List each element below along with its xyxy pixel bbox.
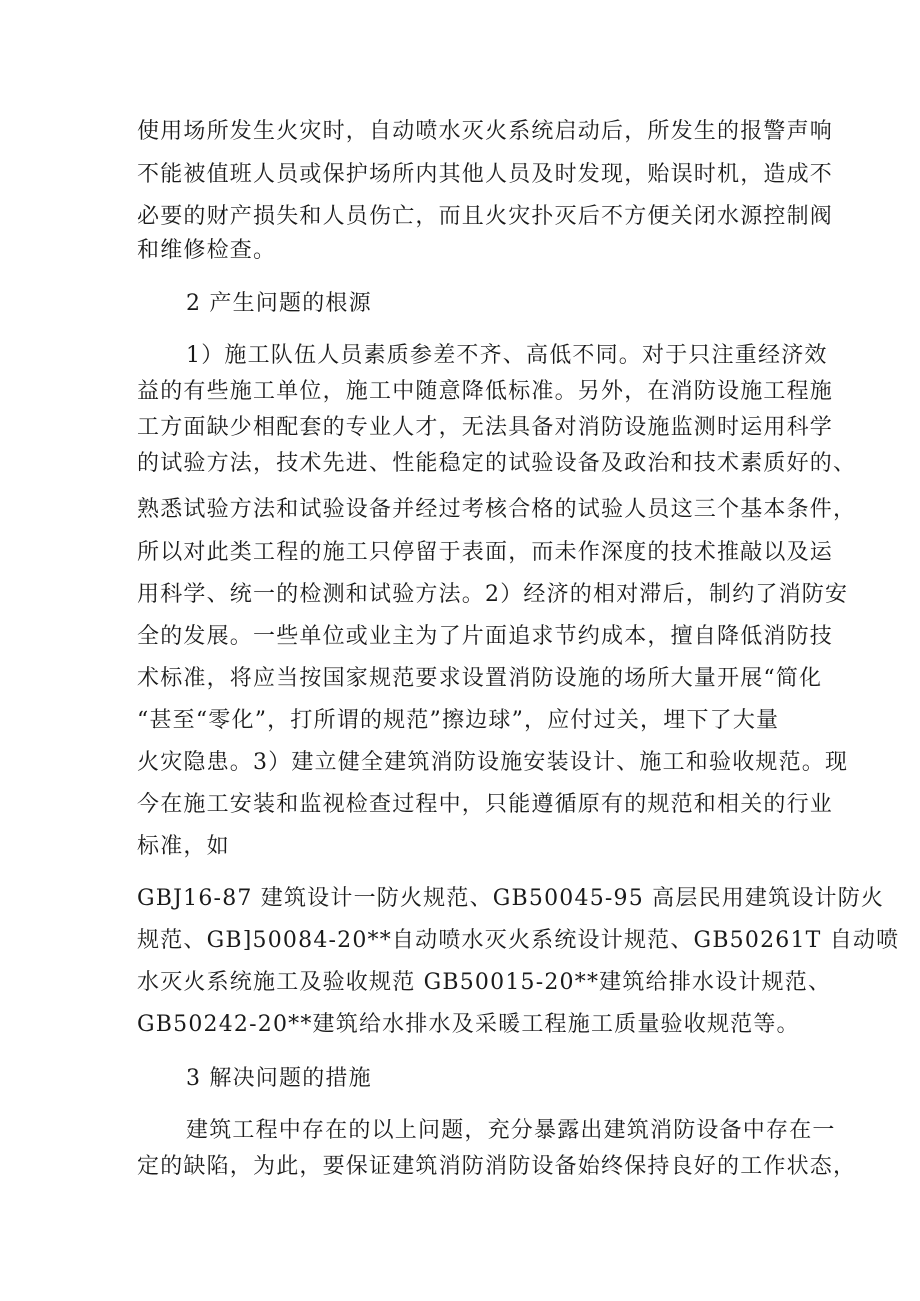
paragraph-line: 全的发展。一些单位或业主为了片面追求节约成本，擅自降低消防技 [137,624,834,649]
paragraph-line: 的试验方法，技术先进、性能稳定的试验设备及政治和技术素质好的、 [137,451,857,476]
paragraph-line: 不能被值班人员或保护场所内其他人员及时发现，贻误时机，造成不 [137,162,834,187]
paragraph-line: 所以对此类工程的施工只停留于表面，而未作深度的技术推敲以及运 [137,540,834,565]
paragraph-line: 规范、GB]50084-20**自动喷水灭火系统设计规范、GB50261T 自动喷 [137,928,900,953]
paragraph-line: 今在施工安装和监视检查过程中，只能遵循原有的规范和相关的行业 [137,792,834,817]
paragraph-line: 益的有些施工单位，施工中随意降低标准。另外，在消防设施工程施 [137,379,834,404]
paragraph-line: 必要的财产损失和人员伤亡，而且火灾扑灭后不方便关闭水源控制阀 [137,204,834,229]
paragraph-line: 标准，如 [137,834,230,859]
paragraph-line: 1）施工队伍人员素质参差不齐、高低不同。对于只注重经济效 [186,343,828,368]
paragraph-line: 定的缺陷，为此，要保证建筑消防消防设备始终保持良好的工作状态， [137,1154,857,1179]
section-heading: 2 产生问题的根源 [186,291,372,316]
paragraph-line: 工方面缺少相配套的专业人才，无法具备对消防设施监测时运用科学 [137,415,834,440]
paragraph-line: 水灭火系统施工及验收规范 GB50015-20**建筑给排水设计规范、 [137,970,832,995]
paragraph-line: GBJ16-87 建筑设计一防火规范、GB50045-95 高层民用建筑设计防火 [137,886,885,911]
paragraph-line: 使用场所发生火灾时，自动喷水灭火系统启动后，所发生的报警声响 [137,119,834,144]
paragraph-line: 用科学、统一的检测和试验方法。2）经济的相对滞后，制约了消防安 [137,582,849,607]
paragraph-line: 和维修检查。 [137,238,277,263]
paragraph-line: 熟悉试验方法和试验设备并经过考核合格的试验人员这三个基本条件， [137,497,857,522]
paragraph-line: 建筑工程中存在的以上问题，充分暴露出建筑消防设备中存在一 [186,1118,836,1143]
section-heading: 3 解决问题的措施 [186,1066,372,1091]
paragraph-line: 术标准，将应当按国家规范要求设置消防设施的场所大量开展“简化 [137,666,823,691]
paragraph-line: 火灾隐患。3）建立健全建筑消防设施安装设计、施工和验收规范。现 [137,750,849,775]
paragraph-line: GB50242-20**建筑给水排水及采暖工程施工质量验收规范等。 [137,1012,800,1037]
paragraph-line: “甚至“零化”，打所谓的规范”擦边球”，应付过关，埋下了大量 [137,708,780,733]
